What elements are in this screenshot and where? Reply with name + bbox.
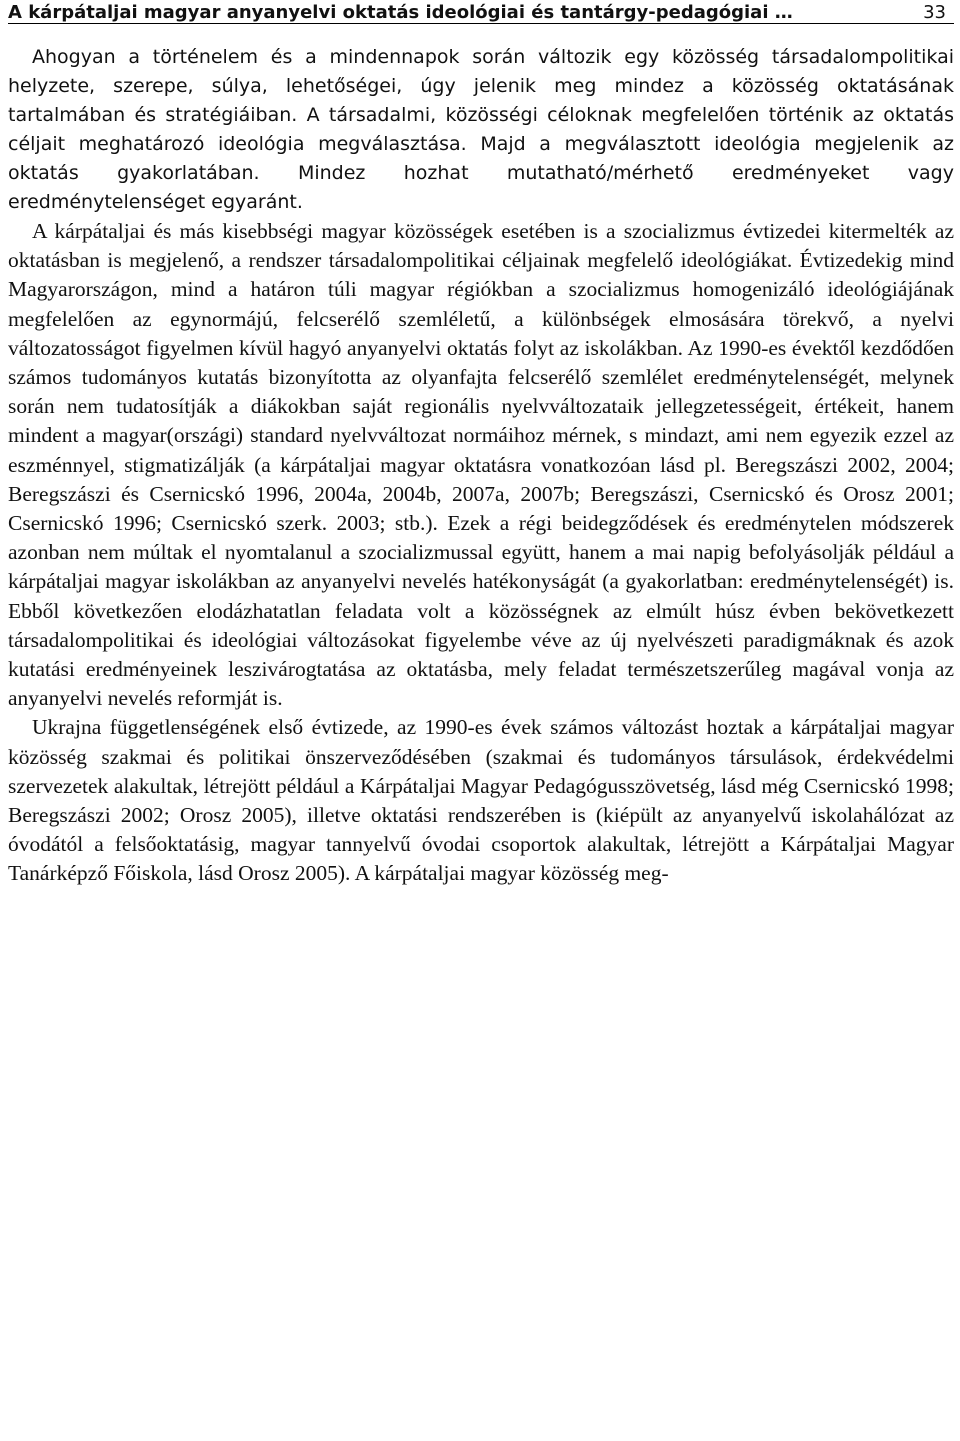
running-header [8, 0, 954, 24]
running-header-title: A kárpátaljai magyar anyanyelvi oktatás ideológiai és tantárgy-pedagógiai … [8, 2, 793, 23]
paragraph-3: Ukrajna függetlenségének első évtizede, az 1990-es évek számos változást hoztak a kárpátaljai magyar közösség szakmai és politikai önszerveződésében (szakmai és tudományos társulások, érdekvédelmi szervezetek alakultak, létrejött például a Kárpátaljai Magyar Pedagógusszövetség, lásd még Csernicskó 1998; Beregszászi 2002; Orosz 2005), illetve oktatási rendszerében is (kiépült az anyanyelvű iskolahálózat az óvodától a felsőoktatásig, magyar tannyelvű óvodai csoportok alakultak, létrejött a Kárpátaljai Magyar Tanárképző Főiskola, lásd Orosz 2005). A kárpátaljai magyar közösség meg- [8, 715, 954, 886]
paragraph-1: Ahogyan a történelem és a mindennapok során változik egy közösség társadalompolitikai helyzete, szerepe, súlya, lehetőségei, úgy jelenik meg mindez a közösség oktatásának tartalmában és stratégiáiban. A társadalmi, közösségi céloknak megfelelően történik az oktatás céljait meghatározó ideológia megválasztása. Majd a megválasztott ideológia megjelenik az oktatás gyakorlatában. Mindez hozhat mutatható/mérhető eredményeket vagy eredménytelenséget egyaránt. [8, 46, 954, 213]
paragraph-2: A kárpátaljai és más kisebbségi magyar közösségek esetében is a szocializmus évtizedei kitermelték az oktatásban is megjelenő, a rendszer társadalompolitikai céljainak megfelelő ideológiákat. Évtizedekig mind Magyarországon, mind a határon túli magyar régiókban a szocializmus homogenizáló ideológiájának megfelelően az egynormájú, felcserélő szemléletű, a különbségek elmosására törekvő, a nyelvi változatosságot figyelmen kívül hagyó anyanyelvi oktatás folyt az iskolákban. Az 1990-es évektől kezdődően számos tudományos kutatás bizonyította az olyanfajta felcserélő szemlélet eredménytelenségét, melynek során nem tudatosítják a diákokban saját regionális nyelvváltozataik jellegzetességeit, értékeit, hanem mindent a magyar(országi) standard nyelvváltozat normáihoz mérnek, s mindazt, ami nem egyezik ezzel az eszménnyel, stigmatizálják (a kárpátaljai magyar oktatásra vonatkozóan lásd pl. Beregszászi 2002, 2004; Beregszászi és Csernicskó 1996, 2004a, 2004b, 2007a, 2007b; Beregszászi, Csernicskó és Orosz 2001; Csernicskó 1996; Csernicskó szerk. 2003; stb.). Ezek a régi beidegződések és eredménytelen módszerek azonban nem múltak el nyomtalanul a szocializmussal együtt, hanem a mai napig befolyásolják például a kárpátaljai magyar iskolákban az anyanyelvi nevelés hatékonyságát (a gyakorlatban: eredménytelenségét) is. Ebből következően elodázhatatlan feladata volt a közösségnek az elmúlt húsz évben bekövetkezett társadalompolitikai és ideológiai változásokat figyelembe véve az új nyelvészeti paradigmáknak és azok kutatási eredményeinek leszivárogtatása az oktatásba, mely feladat természetszerűleg magával vonja az anyanyelvi nevelés reformját is. [8, 219, 954, 711]
page-number: 33 [923, 2, 946, 23]
body-text [8, 43, 954, 889]
